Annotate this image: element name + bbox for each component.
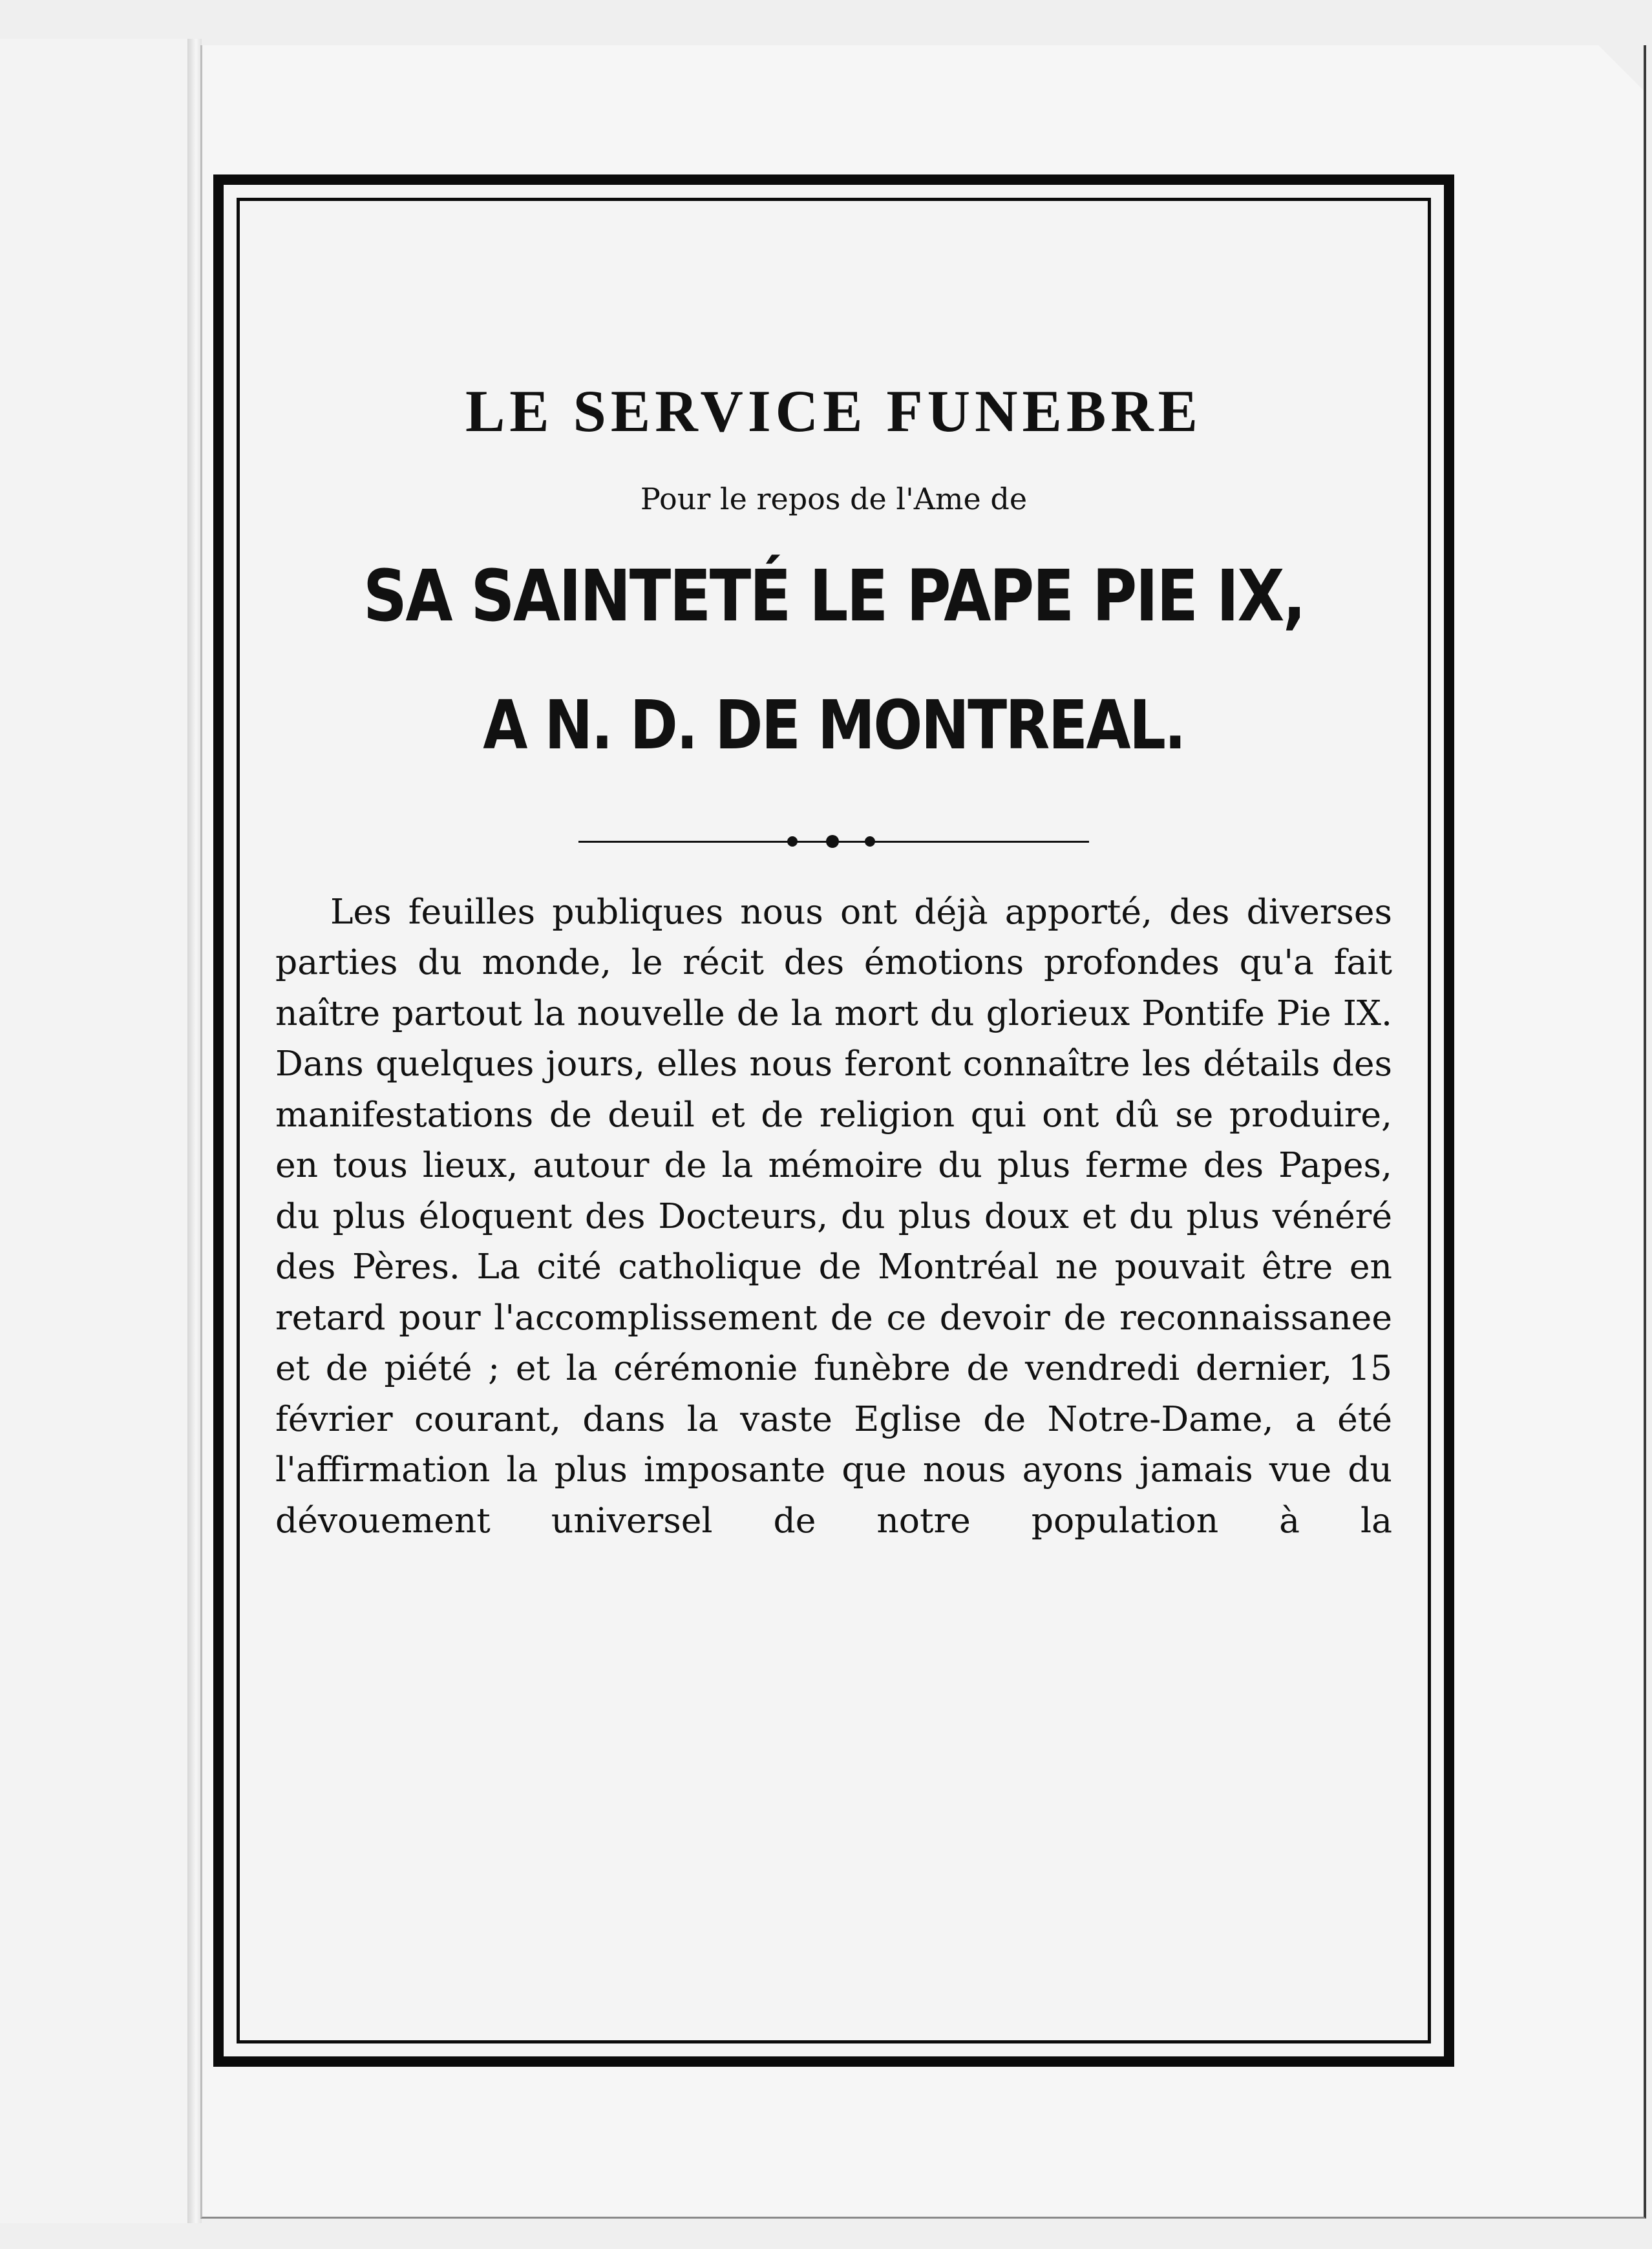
mourning-frame bbox=[213, 174, 1454, 2067]
ornament-dot bbox=[787, 836, 798, 847]
left-page-edge bbox=[0, 39, 198, 2223]
page-corner-fold bbox=[1598, 45, 1644, 90]
ornament-dot bbox=[826, 835, 839, 848]
body-paragraph: Les feuilles publiques nous ont déjà apporté, des diverses parties du monde, le récit des émotions profondes qu'a fait naître partout la nouvelle de la mort du glorieux Pontife Pie IX. Dans quelques jours, elles nous feront connaître les détails des manifestations de deuil et de religion qui ont dû se produire, en tous lieux, autour de la mémoire du plus ferme des Papes, du plus éloquent des Docteurs, du plus doux et du plus vénéré des Pères. La cité catholique de Montréal ne pouvait être en retard pour l'accomplissement de ce devoir de reconnaissanee et de piété ; et la cérémonie funèbre de vendredi dernier, 15 février courant, dans la vaste Eglise de Notre-Dame, a été l'affirmation la plus imposante que nous ayons jamais vue du dévouement universel de notre population à la bbox=[275, 891, 1392, 1541]
ornament-rule-icon bbox=[578, 834, 1089, 849]
article-content bbox=[275, 379, 1392, 1546]
body-text bbox=[275, 887, 1392, 1547]
document-subtitle: Pour le repos de l'Ame de bbox=[640, 481, 1028, 517]
ornament-dot bbox=[865, 836, 875, 847]
document-heading: SA SAINTETÉ LE PAPE PIE IX, bbox=[363, 554, 1305, 638]
document-heading-location: A N. D. DE MONTREAL. bbox=[483, 686, 1185, 765]
book-spine bbox=[187, 39, 202, 2223]
document-title: LE SERVICE FUNEBRE bbox=[465, 378, 1203, 444]
